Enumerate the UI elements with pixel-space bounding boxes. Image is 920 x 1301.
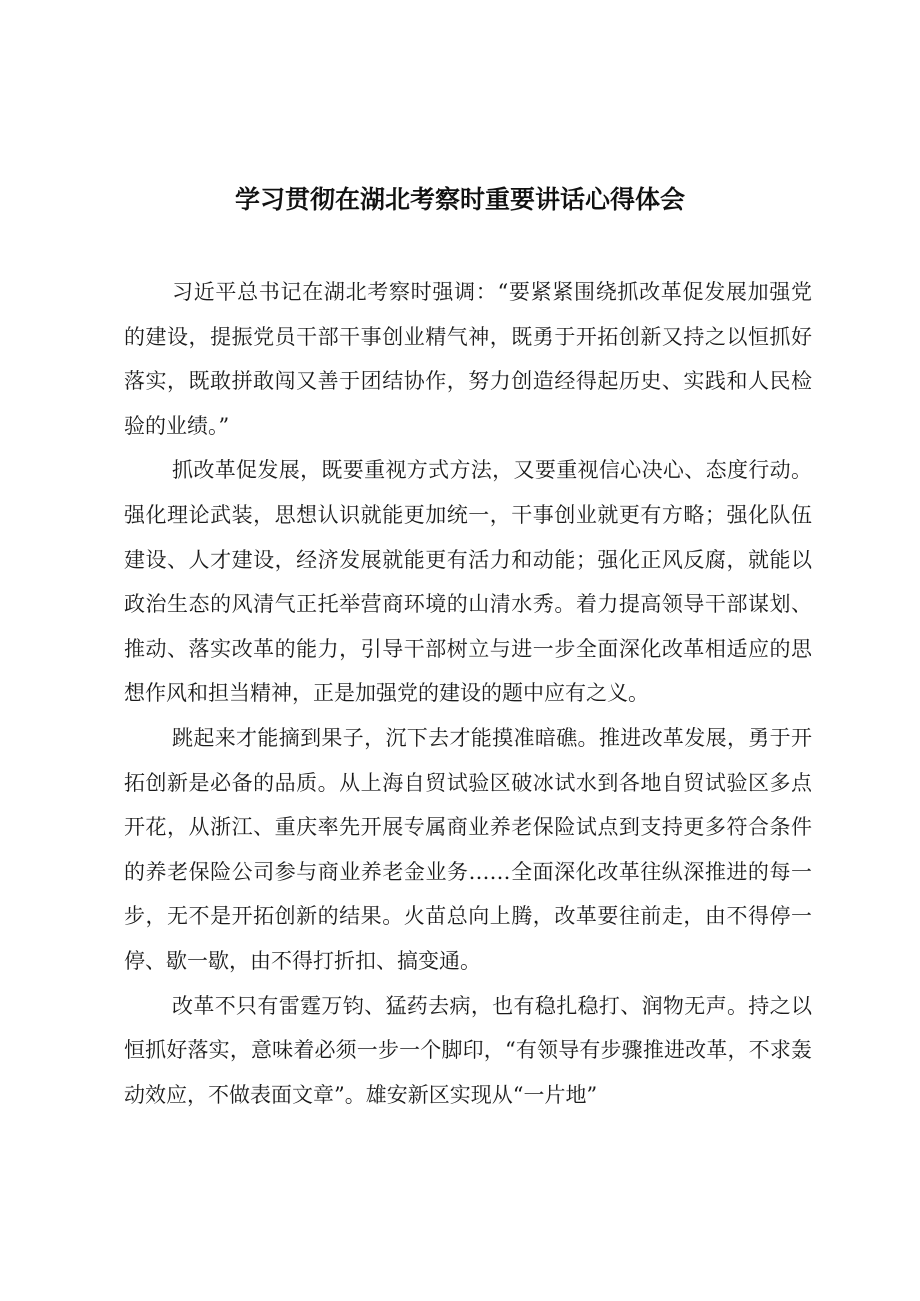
paragraph-3: 跳起来才能摘到果子，沉下去才能摸准暗礁。推进改革发展，勇于开拓创新是必备的品质。从上海自贸试验区破冰试水到各地自贸试验区多点开花，从浙江、重庆率先开展专属商业养老保险试点到支持更多符合条件的养老保险公司参与商业养老金业务……全面深化改革往纵深推进的每一步，无不是开拓创新的结果。火苗总向上腾，改革要往前走，由不得停一停、歇一歇，由不得打折扣、搞变通。 <box>124 725 812 973</box>
document-body <box>124 270 812 1117</box>
paragraph-4: 改革不只有雷霆万钧、猛药去病，也有稳扎稳打、润物无声。持之以恒抓好落实，意味着必须一步一个脚印，“有领导有步骤推进改革，不求轰动效应，不做表面文章”。雄安新区实现从“一片地” <box>124 993 812 1107</box>
paragraph-2: 抓改革促发展，既要重视方式方法，又要重视信心决心、态度行动。强化理论武装，思想认识就能更加统一，干事创业就更有方略；强化队伍建设、人才建设，经济发展就能更有活力和动能；强化正风反腐，就能以政治生态的风清气正托举营商环境的山清水秀。着力提高领导干部谋划、推动、落实改革的能力，引导干部树立与进一步全面深化改革相适应的思想作风和担当精神，正是加强党的建设的题中应有之义。 <box>124 458 812 706</box>
paragraph-1: 习近平总书记在湖北考察时强调：“要紧紧围绕抓改革促发展加强党的建设，提振党员干部干事创业精气神，既勇于开拓创新又持之以恒抓好落实，既敢拼敢闯又善于团结协作，努力创造经得起历史、实践和人民检验的业绩。” <box>124 280 812 438</box>
document-title: 学习贯彻在湖北考察时重要讲话心得体会 <box>234 185 685 214</box>
